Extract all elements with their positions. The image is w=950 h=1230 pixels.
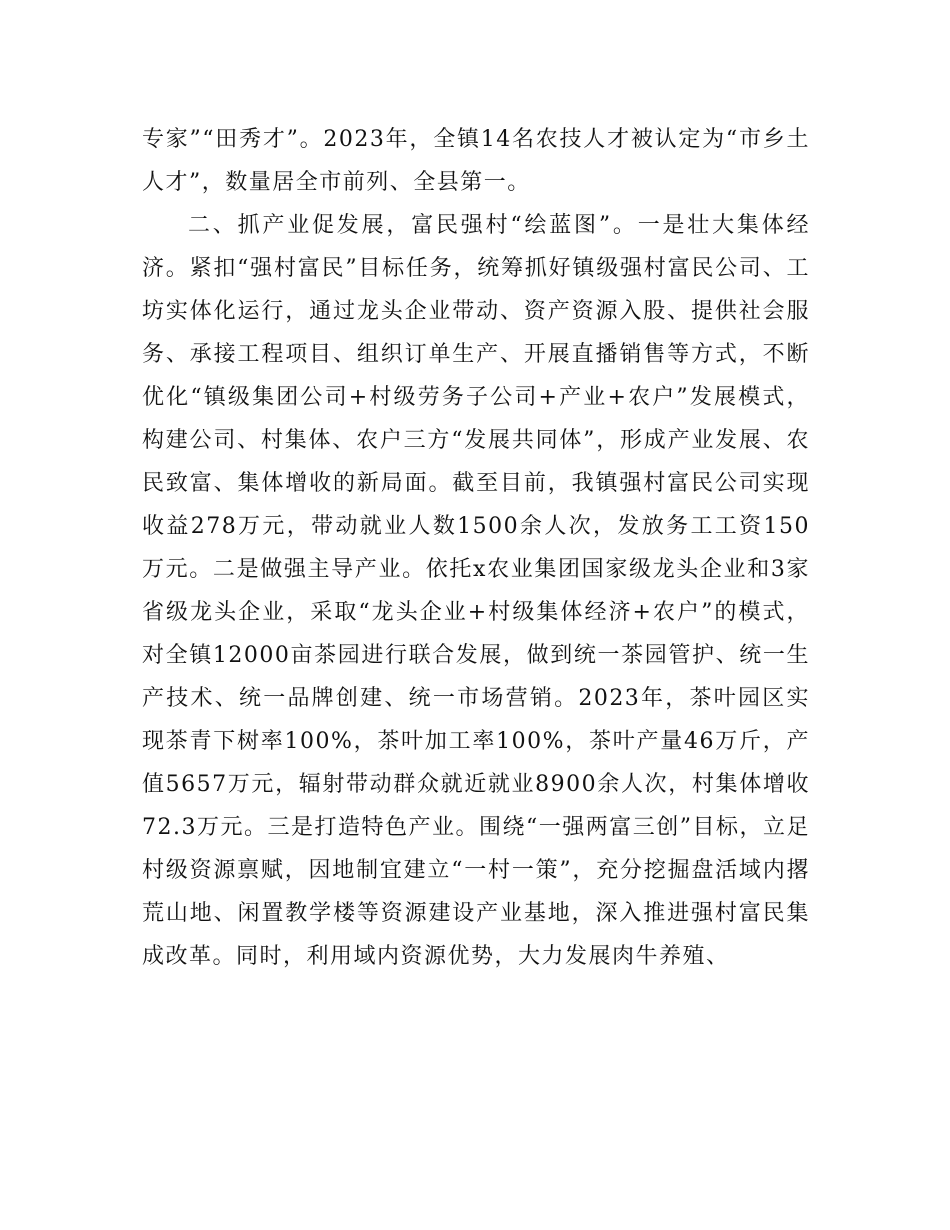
paragraph-text: 二、抓产业促发展，富民强村“绘蓝图”。一是壮大集体经济。紧扣“强村富民”目标任务，统筹抓好镇级强村富民公司、工坊实体化运行，通过龙头企业带动、资产资源入股、提供社会服务、承接工程项目、组织订单生产、开展直播销售等方式，不断优化“镇级集团公司+村级劳务子公司+产业+农户”发展模式，构建公司、村集体、农户三方“发展共同体”，形成产业发展、农民致富、集体增收的新局面。截至目前，我镇强村富民公司实现收益278万元，带动就业人数1500余人次，发放务工工资150万元。二是做强主导产业。依托x农业集团国家级龙头企业和3家省级龙头企业，采取“龙头企业+村级集体经济+农户”的模式，对全镇12000亩茶园进行联合发展，做到统一茶园管护、统一生产技术、统一品牌创建、统一市场营销。2023年，茶叶园区实现茶青下树率100%，茶叶加工率100%，茶叶产量46万斤，产值5657万元，辐射带动群众就近就业8900余人次，村集体增收72.3万元。三是打造特色产业。围绕“一强两富三创”目标，立足村级资源禀赋，因地制宜建立“一村一策”，充分挖掘盘活域内撂荒山地、闲置教学楼等资源建设产业基地，深入推进强村富民集成改革。同时，利用域内资源优势，大力发展肉牛养殖、 <box>142 213 810 969</box>
paragraph-text: 专家”“田秀才”。2023年，全镇14名农技人才被认定为“市乡土人才”，数量居全市前列、全县第一。 <box>142 127 810 195</box>
paragraph-industry-development <box>142 204 810 978</box>
paragraph-continuation <box>142 118 810 204</box>
